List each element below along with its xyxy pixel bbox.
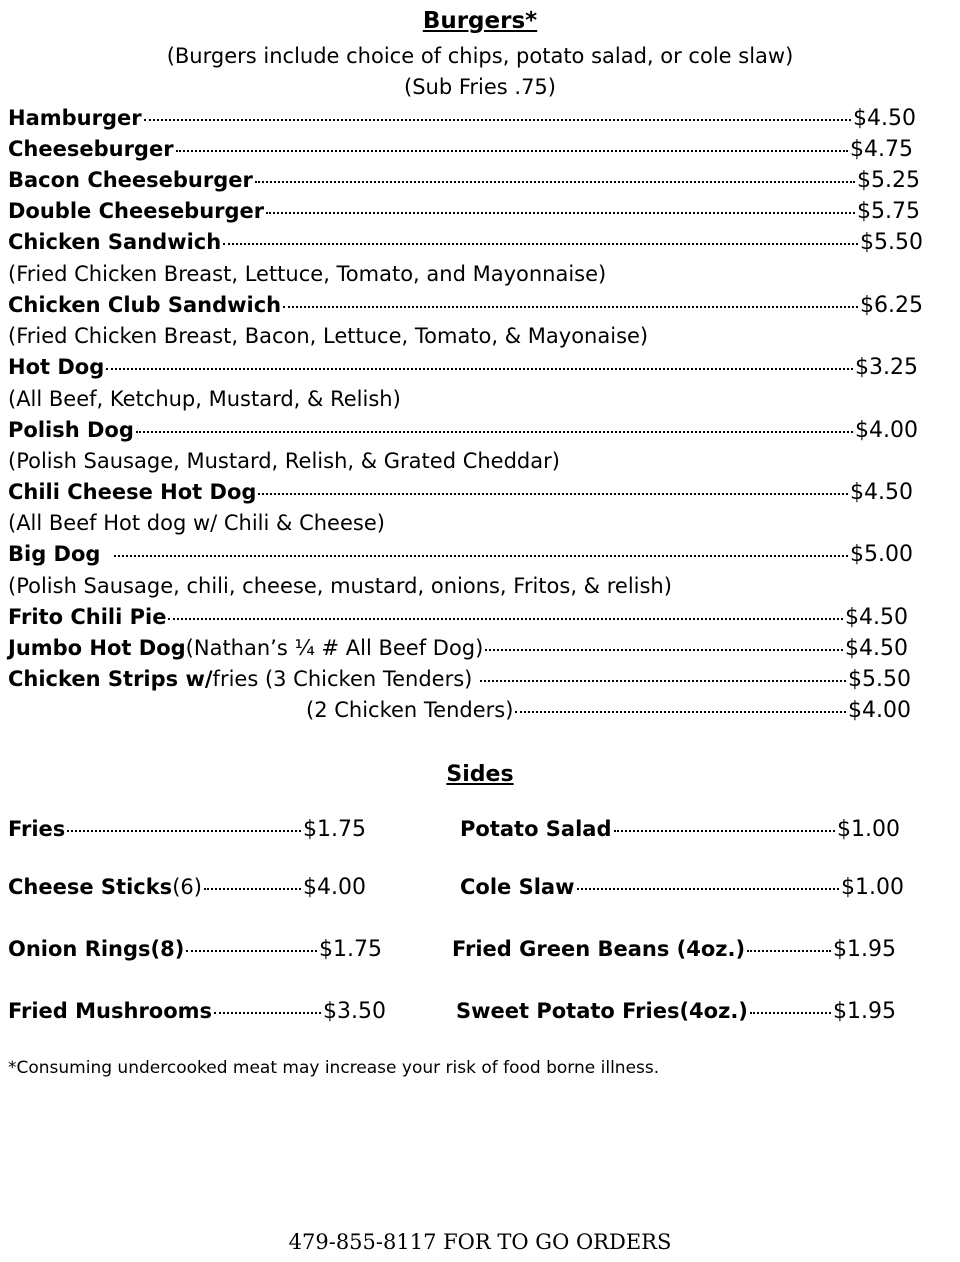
item-name: Fries <box>8 817 66 841</box>
item-price: $3.50 <box>323 999 386 1024</box>
item-description: (All Beef, Ketchup, Mustard, & Relish) <box>8 387 401 411</box>
item-name: Fried Green Beans (4oz.) <box>452 937 746 961</box>
menu-item-big-dog <box>8 542 913 572</box>
item-price: $6.25 <box>860 293 923 318</box>
item-description: (Polish Sausage, chili, cheese, mustard, onions, Fritos, & relish) <box>8 574 672 598</box>
leader-dots <box>168 618 843 620</box>
item-note: (2 Chicken Tenders) <box>306 698 514 722</box>
item-price: $5.25 <box>857 168 920 193</box>
leader-dots <box>283 306 858 308</box>
item-name: Sweet Potato Fries(4oz.) <box>456 999 748 1023</box>
item-price: $1.95 <box>833 937 896 962</box>
item-description: (All Beef Hot dog w/ Chili & Cheese) <box>8 511 385 535</box>
item-description: (Fried Chicken Breast, Bacon, Lettuce, Tomato, & Mayonaise) <box>8 324 649 348</box>
item-price: $1.95 <box>833 999 896 1024</box>
food-safety-note: *Consuming undercooked meat may increase your risk of food borne illness. <box>8 1058 660 1078</box>
item-name: Chili Cheese Hot Dog <box>8 480 257 504</box>
leader-dots <box>136 431 853 433</box>
item-name: Hot Dog <box>8 355 105 379</box>
side-item-onion-rings <box>8 937 382 967</box>
item-name: Chicken Strips w/ <box>8 667 213 691</box>
leader-dots <box>747 950 831 952</box>
leader-dots <box>750 1012 831 1014</box>
menu-item-chicken-sandwich <box>8 230 923 260</box>
item-price: $4.50 <box>845 636 908 661</box>
leader-dots <box>144 119 851 121</box>
leader-dots <box>485 649 843 651</box>
leader-dots <box>223 243 858 245</box>
item-price: $4.00 <box>855 418 918 443</box>
menu-item-bacon-cheeseburger <box>8 168 920 198</box>
menu-item-hot-dog <box>8 355 918 385</box>
item-name: Big Dog <box>8 542 101 566</box>
item-price: $4.75 <box>850 137 913 162</box>
item-name: Potato Salad <box>460 817 612 841</box>
item-price: $5.50 <box>848 667 911 692</box>
footer-phone: 479-855-8117 FOR TO GO ORDERS <box>288 1230 672 1254</box>
leader-dots <box>258 493 848 495</box>
item-description: (Polish Sausage, Mustard, Relish, & Grated Cheddar) <box>8 449 560 473</box>
item-price: $5.75 <box>857 199 920 224</box>
leader-dots <box>114 555 848 557</box>
side-item-fries <box>8 817 366 847</box>
side-item-fried-mushrooms <box>8 999 386 1029</box>
leader-dots <box>106 368 853 370</box>
item-name: Cheeseburger <box>8 137 174 161</box>
item-name: Chicken Sandwich <box>8 230 222 254</box>
side-item-potato-salad <box>460 817 900 847</box>
item-price: $4.00 <box>848 698 911 723</box>
leader-dots <box>266 212 855 214</box>
item-price: $1.75 <box>319 937 382 962</box>
item-name: Hamburger <box>8 106 142 130</box>
item-name: Polish Dog <box>8 418 134 442</box>
leader-dots <box>204 888 301 890</box>
item-price: $4.00 <box>303 875 366 900</box>
menu-title: Burgers* <box>422 8 538 34</box>
leader-dots <box>186 950 317 952</box>
item-price: $1.00 <box>841 875 904 900</box>
item-price: $3.25 <box>855 355 918 380</box>
side-item-fried-green-beans <box>452 937 896 967</box>
side-item-sweet-potato-fries <box>456 999 896 1029</box>
menu-item-chili-cheese-hot-dog <box>8 480 913 510</box>
leader-dots <box>255 181 855 183</box>
menu-item-chicken-strips <box>8 667 911 697</box>
item-name: Bacon Cheeseburger <box>8 168 253 192</box>
menu-item-polish-dog <box>8 418 918 448</box>
leader-dots <box>577 888 840 890</box>
item-name: Frito Chili Pie <box>8 605 167 629</box>
item-price: $1.75 <box>303 817 366 842</box>
item-name: Cheese Sticks <box>8 875 173 899</box>
item-price: $5.50 <box>860 230 923 255</box>
item-price: $5.00 <box>850 542 913 567</box>
menu-item-frito-chili-pie <box>8 605 908 635</box>
leader-dots <box>515 711 846 713</box>
item-note: fries (3 Chicken Tenders) <box>212 667 473 691</box>
leader-dots <box>67 830 301 832</box>
leader-dots <box>176 150 848 152</box>
item-name: Jumbo Hot Dog <box>8 636 186 660</box>
sides-title: Sides <box>446 762 514 787</box>
item-price: $4.50 <box>845 605 908 630</box>
menu-item-chicken-strips-2 <box>306 698 911 728</box>
side-item-cheese-sticks <box>8 875 366 905</box>
menu-item-jumbo-hot-dog <box>8 636 908 666</box>
item-name: Double Cheeseburger <box>8 199 265 223</box>
item-name: Cole Slaw <box>460 875 575 899</box>
menu-item-chicken-club-sandwich <box>8 293 923 323</box>
item-description: (Fried Chicken Breast, Lettuce, Tomato, and Mayonnaise) <box>8 262 607 286</box>
leader-dots <box>480 680 846 682</box>
menu-item-hamburger <box>8 106 916 136</box>
item-price: $4.50 <box>853 106 916 131</box>
item-name: Onion Rings(8) <box>8 937 185 961</box>
menu-subtitle: (Burgers include choice of chips, potato salad, or cole slaw) <box>166 44 794 68</box>
item-price: $1.00 <box>837 817 900 842</box>
side-item-cole-slaw <box>460 875 904 905</box>
item-note: (6) <box>172 875 202 899</box>
item-note: (Nathan’s ¼ # All Beef Dog) <box>185 636 484 660</box>
menu-item-cheeseburger <box>8 137 913 167</box>
menu-item-double-cheeseburger <box>8 199 920 229</box>
menu-subtitle-fries: (Sub Fries .75) <box>404 75 556 99</box>
leader-dots <box>614 830 836 832</box>
item-name: Chicken Club Sandwich <box>8 293 282 317</box>
item-price: $4.50 <box>850 480 913 505</box>
item-name: Fried Mushrooms <box>8 999 213 1023</box>
leader-dots <box>214 1012 321 1014</box>
